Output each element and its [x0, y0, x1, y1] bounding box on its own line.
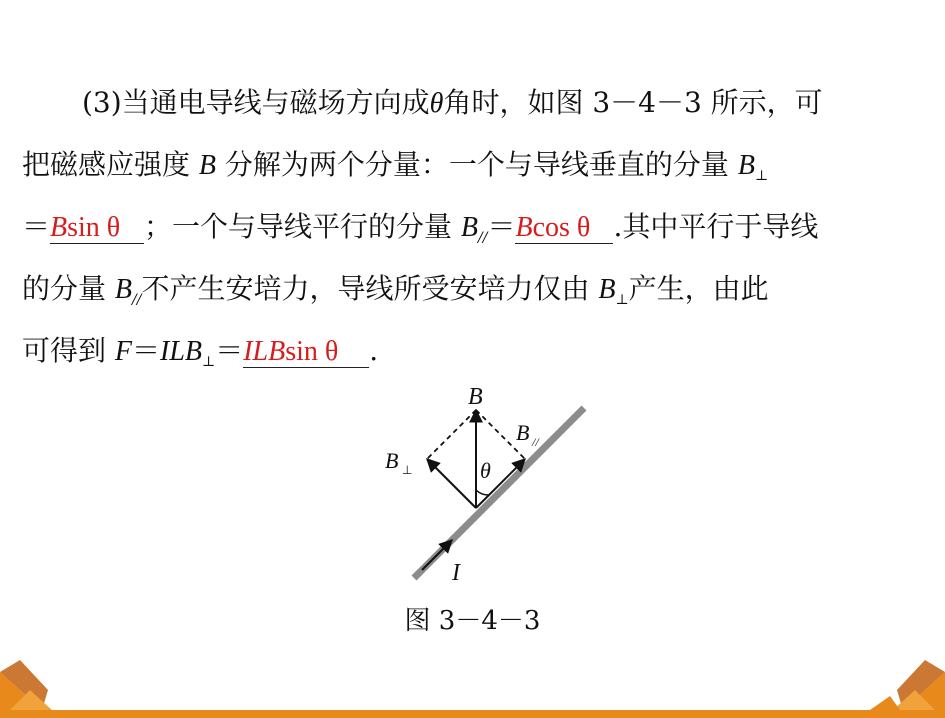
text-segment: (3)当通电导线与磁场方向成 [82, 86, 430, 119]
decorative-footer [0, 650, 945, 718]
symbol-ILB: ILB [160, 336, 203, 367]
equals-sign: ＝ [132, 334, 161, 367]
par-subscript: // [478, 230, 488, 246]
equals-sign: ＝ [22, 210, 51, 243]
label-B-parallel: B [516, 420, 530, 445]
text-segment: 分解为两个分量：一个与导线垂直的分量 [216, 148, 738, 181]
text-line-2 [22, 134, 922, 196]
label-B-perp-sub: ⊥ [402, 463, 413, 477]
perp-subscript: ⊥ [754, 168, 769, 184]
text-segment: 产生，由此 [628, 272, 769, 305]
symbol-B: B [198, 150, 217, 181]
symbol-B: B [114, 274, 133, 305]
answer-blank-2 [515, 213, 613, 244]
perp-subscript: ⊥ [202, 354, 216, 370]
perp-subscript: ⊥ [615, 292, 629, 308]
answer-part: ILB [243, 336, 286, 367]
text-segment: 可得到 [22, 334, 115, 367]
theta-symbol: θ [429, 88, 444, 119]
text-line-5 [22, 320, 922, 382]
equals-sign: ＝ [487, 210, 516, 243]
text-segment: ；一个与导线平行的分量 [144, 210, 461, 243]
text-segment: 不产生安培力，导线所受安培力仅由 [141, 272, 599, 305]
symbol-B: B [737, 150, 755, 181]
text-line-1 [22, 72, 922, 134]
answer-part: cos θ [532, 212, 591, 243]
par-subscript: // [132, 292, 142, 308]
problem-text [22, 72, 922, 382]
dashed-projection [427, 410, 476, 459]
label-B-parallel-sub: // [532, 435, 539, 449]
text-line-3 [22, 196, 922, 258]
label-I: I [452, 560, 460, 586]
answer-blank-1 [50, 213, 144, 244]
answer-part: B [515, 212, 533, 243]
label-B-perp: B [385, 448, 399, 473]
label-B: B [468, 384, 483, 410]
current-arrow [422, 540, 452, 570]
vector-diagram [372, 378, 592, 588]
symbol-F: F [114, 336, 133, 367]
text-segment: .其中平行于导线 [613, 210, 819, 243]
answer-blank-3 [243, 337, 369, 368]
figure-caption: 图 3－4－3 [404, 606, 541, 636]
answer-part: sin θ [67, 212, 121, 243]
text-segment: 的分量 [22, 272, 115, 305]
period: . [369, 334, 379, 367]
equals-sign: ＝ [215, 334, 244, 367]
text-segment: 把磁感应强度 [22, 148, 199, 181]
label-theta: θ [480, 458, 491, 483]
answer-part: B [50, 212, 68, 243]
text-segment: 角时，如图 3－4－3 所示，可 [443, 86, 823, 119]
theta-arc [476, 490, 489, 495]
text-line-4 [22, 258, 922, 320]
symbol-B: B [460, 212, 479, 243]
answer-part: sin θ [285, 336, 339, 367]
symbol-B: B [598, 274, 616, 305]
B-perpendicular-vector [427, 459, 476, 508]
